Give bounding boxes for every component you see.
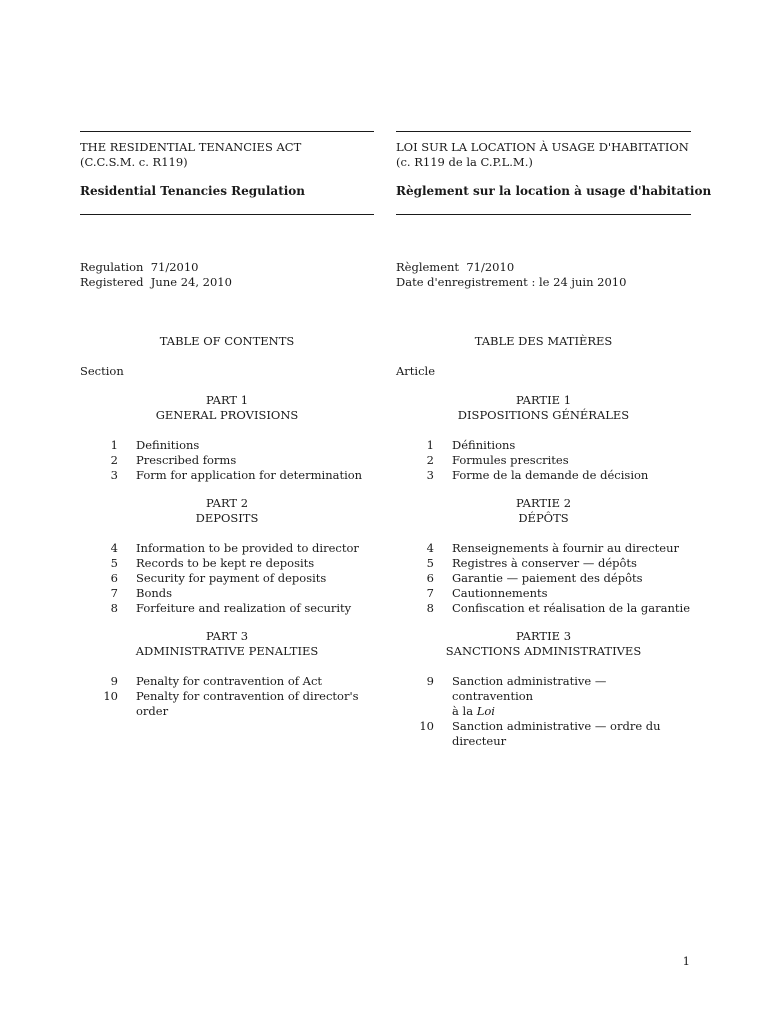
entry-number: 7 <box>426 586 434 600</box>
entry-title: Bonds <box>136 586 173 600</box>
act-citation: (c. R119 de la C.P.L.M.) <box>396 155 533 169</box>
part-3 <box>396 629 691 749</box>
entry-title: Penalty for contravention of Act <box>136 674 323 688</box>
entry-title: Penalty for contravention of director's <box>136 689 359 703</box>
entry-title-continued <box>452 704 691 719</box>
regulation-number: Regulation 71/2010 <box>80 260 199 274</box>
entry-title: Définitions <box>452 438 516 452</box>
entry-number: 2 <box>426 453 434 467</box>
entry-number: 6 <box>110 571 118 585</box>
toc-entry[interactable] <box>396 601 691 616</box>
act-header <box>80 140 374 170</box>
entry-title: Confiscation et réalisation de la garantie <box>452 601 691 615</box>
page-number: 1 <box>682 954 690 968</box>
entry-title: Sanction administrative — ordre du <box>452 719 661 733</box>
part-2 <box>80 496 374 616</box>
entry-number: 4 <box>426 541 434 555</box>
part-name: ADMINISTRATIVE PENALTIES <box>135 644 319 658</box>
section-label: Article <box>396 364 436 378</box>
section-label: Section <box>80 364 124 378</box>
toc-entry[interactable] <box>80 571 374 586</box>
part-label: PART 2 <box>205 496 249 510</box>
toc-entry[interactable] <box>80 601 374 616</box>
entry-title: Information to be provided to director <box>136 541 359 555</box>
entry-number: 8 <box>426 601 434 615</box>
entry-number: 9 <box>110 674 118 688</box>
part-1 <box>80 393 374 483</box>
entry-number: 1 <box>110 438 118 452</box>
bottom-rule <box>396 214 691 215</box>
toc-entry[interactable] <box>80 453 374 468</box>
part-name: GENERAL PROVISIONS <box>155 408 299 422</box>
entry-number: 3 <box>110 468 118 482</box>
top-rule <box>80 131 374 132</box>
entry-number: 5 <box>110 556 118 570</box>
entry-title: Definitions <box>136 438 200 452</box>
entry-title: Garantie — paiement des dépôts <box>452 571 643 585</box>
toc-entry[interactable] <box>396 556 691 571</box>
toc-entry[interactable] <box>80 541 374 556</box>
part-name: SANCTIONS ADMINISTRATIVES <box>445 644 642 658</box>
toc-entry[interactable] <box>396 453 691 468</box>
act-header <box>396 140 691 170</box>
entry-title: Registres à conserver — dépôts <box>452 556 637 570</box>
entry-number: 3 <box>426 468 434 482</box>
top-rule <box>396 131 691 132</box>
entry-title: Forfeiture and realization of security <box>136 601 352 615</box>
entry-title: Security for payment of deposits <box>136 571 327 585</box>
entry-title: Formules prescrites <box>452 453 569 467</box>
part-label: PARTIE 2 <box>515 496 572 510</box>
toc-heading: TABLE DES MATIÈRES <box>474 334 613 348</box>
act-title: THE RESIDENTIAL TENANCIES ACT <box>80 140 302 154</box>
entry-number: 4 <box>110 541 118 555</box>
entry-title: Prescribed forms <box>136 453 237 467</box>
toc-entry[interactable] <box>396 571 691 586</box>
part-label: PART 1 <box>205 393 249 407</box>
entry-number: 5 <box>426 556 434 570</box>
entry-number: 2 <box>110 453 118 467</box>
part-label: PART 3 <box>205 629 249 643</box>
entry-title: Sanction administrative — contravention <box>452 674 607 703</box>
entry-title: Renseignements à fournir au directeur <box>452 541 679 555</box>
toc-entry[interactable] <box>396 438 691 453</box>
entry-number: 1 <box>426 438 434 452</box>
entry-number: 9 <box>426 674 434 688</box>
part-name: DEPOSITS <box>195 511 259 525</box>
bottom-rule <box>80 214 374 215</box>
regulation-info <box>396 260 691 290</box>
entry-title-italic: Loi <box>476 704 495 718</box>
regulation-info <box>80 260 374 290</box>
entry-title-prefix: à la <box>452 704 477 718</box>
entry-title: Cautionnements <box>452 586 548 600</box>
toc-entry[interactable] <box>80 586 374 601</box>
part-1 <box>396 393 691 483</box>
part-name: DISPOSITIONS GÉNÉRALES <box>457 408 630 422</box>
act-title: LOI SUR LA LOCATION À USAGE D'HABITATION <box>396 140 689 154</box>
part-label: PARTIE 1 <box>515 393 572 407</box>
part-name: DÉPÔTS <box>518 511 569 525</box>
regulation-title: Residential Tenancies Regulation <box>80 184 306 198</box>
part-2 <box>396 496 691 616</box>
entry-number: 7 <box>110 586 118 600</box>
toc-entry[interactable] <box>80 689 374 719</box>
toc-entry[interactable] <box>80 556 374 571</box>
entry-number: 8 <box>110 601 118 615</box>
toc-entry[interactable] <box>80 438 374 453</box>
entry-number: 6 <box>426 571 434 585</box>
regulation-title: Règlement sur la location à usage d'habitation <box>396 184 712 198</box>
toc-entry[interactable] <box>396 541 691 556</box>
entry-number: 10 <box>103 689 118 703</box>
entry-title-continued: order <box>136 704 169 718</box>
toc-entry[interactable] <box>396 586 691 601</box>
entry-title: Forme de la demande de décision <box>452 468 649 482</box>
toc-entry[interactable] <box>80 468 374 483</box>
toc-entry[interactable] <box>80 674 374 689</box>
entry-number: 10 <box>419 719 434 733</box>
toc-entry[interactable] <box>396 674 691 719</box>
registered-date: Registered June 24, 2010 <box>80 275 232 289</box>
act-citation: (C.C.S.M. c. R119) <box>80 155 188 169</box>
toc-heading: TABLE OF CONTENTS <box>159 334 295 348</box>
registered-date: Date d'enregistrement : le 24 juin 2010 <box>396 275 627 289</box>
part-label: PARTIE 3 <box>515 629 572 643</box>
toc-entry[interactable] <box>396 468 691 483</box>
toc-entry[interactable] <box>396 719 691 749</box>
entry-title: Records to be kept re deposits <box>136 556 315 570</box>
entry-title: Form for application for determination <box>136 468 363 482</box>
entry-title-continued: directeur <box>452 734 507 748</box>
part-3 <box>80 629 374 719</box>
regulation-number: Règlement 71/2010 <box>396 260 515 274</box>
